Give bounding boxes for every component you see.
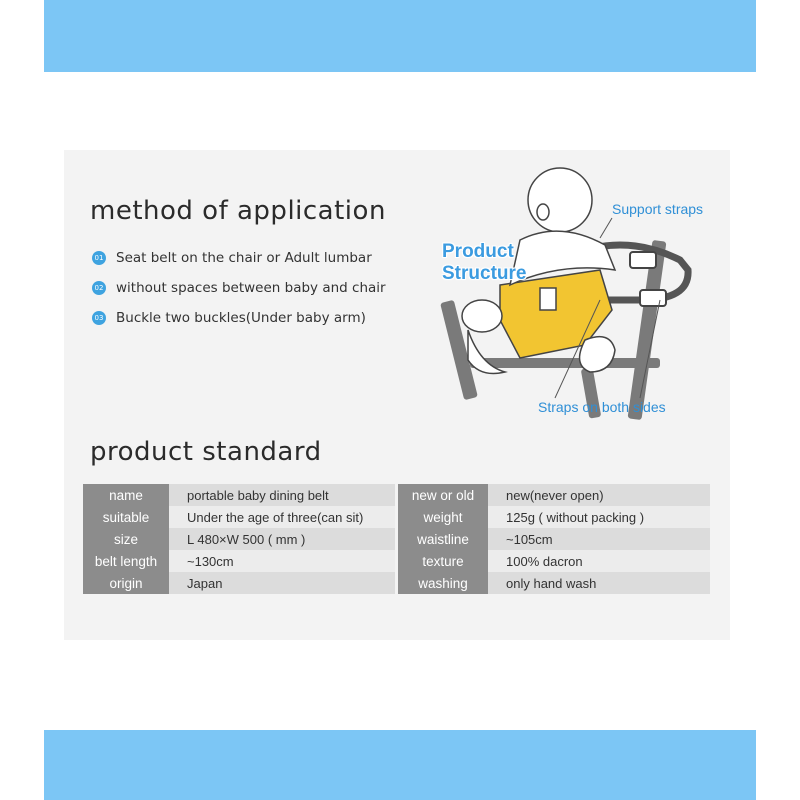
step-1 [92,250,372,266]
baby-chair-illustration [436,160,732,422]
spec-value: L 480×W 500 ( mm ) [187,531,306,547]
spec-label: suitable [83,506,169,528]
straps-both-sides-label: Straps on both sides [538,399,666,415]
badge-line-1: Product [442,241,514,262]
spec-value: portable baby dining belt [187,487,329,503]
standard-title: product standard [90,437,322,467]
table-row [398,550,710,572]
top-banner [44,0,756,72]
table-row [83,572,395,594]
spec-table-right [398,484,710,594]
table-row [83,484,395,506]
badge-line-2: Structure [442,263,527,284]
spec-value: 125g ( without packing ) [506,509,645,525]
spec-value: ~130cm [187,553,234,569]
spec-value: 100% dacron [506,553,583,569]
spec-label: weight [398,506,488,528]
step-3 [92,310,366,326]
step-text: without spaces between baby and chair [116,280,386,296]
spec-table-left [83,484,395,594]
bottom-banner [44,730,756,800]
step-number-icon: 02 [92,281,106,295]
method-title: method of application [90,196,386,226]
step-text: Buckle two buckles(Under baby arm) [116,310,366,326]
step-number-icon: 03 [92,311,106,325]
product-structure-badge [442,241,526,285]
table-row [398,572,710,594]
spec-value: Japan [187,575,223,591]
spec-label: name [83,484,169,506]
spec-label: texture [398,550,488,572]
table-row [398,528,710,550]
table-row [83,550,395,572]
spec-label: washing [398,572,488,594]
spec-label: size [83,528,169,550]
table-row [83,506,395,528]
table-row [398,484,710,506]
step-number-icon: 01 [92,251,106,265]
table-row [83,528,395,550]
spec-label: belt length [83,550,169,572]
spec-label: new or old [398,484,488,506]
spec-value: new(never open) [506,487,604,503]
spec-label: origin [83,572,169,594]
spec-value: Under the age of three(can sit) [187,509,364,525]
step-text: Seat belt on the chair or Adult lumbar [116,250,372,266]
step-2 [92,280,386,296]
spec-value: only hand wash [506,575,597,591]
spec-value: ~105cm [506,531,553,547]
table-row [398,506,710,528]
support-straps-label: Support straps [612,201,704,217]
spec-label: waistline [398,528,488,550]
